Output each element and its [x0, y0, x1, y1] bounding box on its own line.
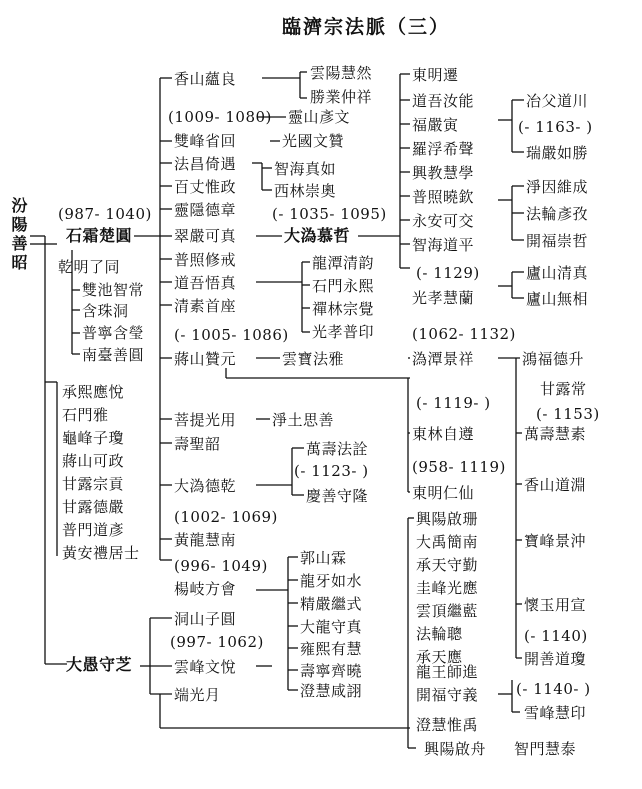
node-jiangshan-zanyuan: 蔣山贊元 — [174, 350, 237, 368]
node-qingsu-shouzuo: 清素首座 — [174, 297, 237, 315]
node-yefu-daochuan: 冶父道川 — [526, 92, 589, 110]
node-yangqi-heir-7: 澄慧咸詡 — [300, 682, 363, 700]
node-col4-g1-5: 興教慧學 — [412, 164, 475, 182]
dates-1005: (- 1005- 1086) — [174, 326, 289, 344]
node-col4-g2-4: 圭峰光應 — [416, 579, 479, 597]
node-xuefeng-huiyin: 雪峰慧印 — [524, 704, 587, 722]
node-col1-other-6: 甘露德嚴 — [62, 498, 125, 516]
dates-1123: (- 1123- ) — [294, 462, 369, 480]
dates-1140a: (- 1140) — [524, 627, 588, 645]
node-xingyang-qizhou: 興陽啟舟 — [424, 740, 487, 758]
node-baofeng-jingchong: 寶峰景沖 — [524, 532, 587, 550]
node-ganlu-chang: 甘露常 — [540, 380, 587, 398]
node-chenghui-weiyu: 澄慧惟禹 — [416, 716, 479, 734]
node-falun-yanzi: 法輪彥孜 — [526, 205, 589, 223]
node-duanguang-yue: 端光月 — [174, 686, 221, 704]
dates-1119: (- 1119- ) — [416, 394, 491, 412]
node-puzhao-xiujie: 普照修戒 — [174, 251, 237, 269]
node-col1-other-5: 甘露宗貢 — [62, 475, 125, 493]
chart-title: 臨濟宗法脈（三） — [282, 16, 451, 38]
node-col1-other-4: 蔣山可政 — [62, 452, 125, 470]
node-col4-g2-9: 開福守義 — [416, 686, 479, 704]
node-shousheng-shao: 壽聖韶 — [174, 435, 221, 453]
node-col1-other-7: 普門道彥 — [62, 521, 125, 539]
node-col4-g1-2: 道吾汝能 — [412, 92, 475, 110]
node-yunyang-huiran: 雲陽慧然 — [310, 64, 373, 82]
node-guangguo-wenzan: 光國文贊 — [282, 132, 345, 150]
node-dayu-shouzhi: 大愚守芝 — [66, 655, 133, 674]
dates-1153: (- 1153) — [536, 405, 600, 423]
node-shengye-zhongxiang: 勝業仲祥 — [310, 88, 373, 106]
node-yangqi-heir-3: 精嚴繼式 — [300, 595, 363, 613]
node-kaishan-daoqiong: 開善道瓊 — [524, 650, 587, 668]
node-qianming-heir-2: 含珠洞 — [82, 302, 129, 320]
dates-shishuang: (987- 1040) — [58, 205, 152, 223]
node-chanlin-zongjue: 禪林宗覺 — [312, 300, 375, 318]
node-cuiyan-kezhen: 翠嚴可真 — [174, 227, 237, 245]
dates-996: (996- 1049) — [174, 557, 268, 575]
node-wanshou-faquan: 萬壽法詮 — [306, 440, 369, 458]
node-yangqi-heir-4: 大龍守真 — [300, 618, 363, 636]
node-ruiyan-rusheng: 瑞嚴如勝 — [526, 144, 589, 162]
node-lushan-wuxiang: 廬山無相 — [526, 290, 589, 308]
node-puti-guangyong: 菩提光用 — [174, 411, 237, 429]
node-yangqi-heir-6: 壽寧齊曉 — [300, 662, 363, 680]
node-yangqi-heir-5: 雍熙有慧 — [300, 640, 363, 658]
node-col1-other-8: 黃安禮居士 — [62, 544, 140, 562]
node-col4-g2-3: 承天守勤 — [416, 556, 479, 574]
node-yangqi-fanghui: 楊岐方會 — [174, 580, 237, 598]
node-col4-g2-5: 雲頂繼藍 — [416, 602, 479, 620]
dates-958: (958- 1119) — [412, 458, 506, 476]
node-shishuang-chuyuan: 石霜楚圓 — [66, 226, 133, 245]
node-shuangfeng-shenghui: 雙峰省回 — [174, 132, 237, 150]
node-wanshou-huisu: 萬壽慧素 — [524, 425, 587, 443]
node-dongshan-ziyuan: 洞山子圓 — [174, 610, 237, 628]
node-jingyin-weicheng: 淨因維成 — [526, 178, 589, 196]
node-jingtu-sishan: 淨土思善 — [272, 411, 335, 429]
node-hongfu-desheng: 鴻福德升 — [522, 350, 585, 368]
node-yunfeng-wenyue: 雲峰文悅 — [174, 658, 237, 676]
dates-997: (997- 1062) — [170, 633, 264, 651]
dates-1002: (1002- 1069) — [174, 508, 278, 526]
node-huaiyu-yongxuan: 懷玉用宣 — [524, 596, 587, 614]
node-shimen-yongxi: 石門永熙 — [312, 277, 375, 295]
node-col4-g1-8: 智海道平 — [412, 236, 475, 254]
node-zhimen-huitai: 智門慧泰 — [514, 740, 577, 758]
node-dongming-renxian: 東明仁仙 — [412, 484, 475, 502]
node-lingshan-yanwen: 靈山彥文 — [288, 108, 351, 126]
node-qingshan-shoulong: 慶善守隆 — [306, 487, 369, 505]
node-yunbao-faya: 雲寶法雅 — [282, 350, 345, 368]
node-col4-g2-1: 興陽啟珊 — [416, 510, 479, 528]
node-xilin-chongao: 西林崇奧 — [274, 182, 337, 200]
node-yangqi-heir-1: 郭山霖 — [300, 549, 347, 567]
node-col4-g1-1: 東明遷 — [412, 66, 459, 84]
dates-1140b: (- 1140- ) — [516, 680, 591, 698]
node-col4-g1-7: 永安可交 — [412, 212, 475, 230]
node-col4-g1-6: 普照曉欽 — [412, 188, 475, 206]
dates-1129: (- 1129) — [416, 264, 480, 282]
node-qianming-heir-3: 普寧含瑩 — [82, 324, 145, 342]
node-col1-other-2: 石門雅 — [62, 406, 109, 424]
node-guangxiao-puyin: 光孝普印 — [312, 323, 375, 341]
node-xiangshan-daoyuan: 香山道淵 — [524, 476, 587, 494]
node-daowu-wuzhen: 道吾悟真 — [174, 274, 237, 292]
dates-1035: (- 1035- 1095) — [272, 205, 387, 223]
node-donglin-zizun: 東林自遵 — [412, 425, 475, 443]
node-dagui-muzhe: 大溈慕哲 — [284, 226, 351, 245]
node-qianming-heir-1: 雙池智常 — [82, 281, 145, 299]
node-col1-other-1: 承熙應悅 — [62, 383, 125, 401]
node-col4-g2-7: 承天應 — [416, 648, 463, 666]
dates-1163: (- 1163- ) — [518, 118, 593, 136]
node-col1-other-3: 龜峰子瓊 — [62, 429, 125, 447]
node-yangqi-heir-2: 龍牙如水 — [300, 572, 363, 590]
node-guangxiao-huilan: 光孝慧蘭 — [412, 289, 475, 307]
node-zhihai-zhenru: 智海真如 — [274, 160, 337, 178]
node-kaifu-chongzhe: 開福崇哲 — [526, 232, 589, 250]
node-lingyin-dezhang: 靈隱德章 — [174, 201, 237, 219]
node-baizhang-weizheng: 百丈惟政 — [174, 178, 237, 196]
node-col4-g2-2: 大禹簡南 — [416, 533, 479, 551]
node-weitan-jingxiang: 溈潭景祥 — [412, 350, 475, 368]
node-qianming-heir-4: 南臺善圓 — [82, 346, 145, 364]
node-col4-g2-8: 龍王師進 — [416, 663, 479, 681]
node-lushan-qingzhen: 廬山清真 — [526, 264, 589, 282]
node-fachang-yiyu: 法昌倚遇 — [174, 155, 237, 173]
dates-1009: (1009- 1080) — [168, 108, 272, 126]
dates-1062: (1062- 1132) — [412, 325, 516, 343]
node-qianming-liaotong: 乾明了同 — [58, 258, 121, 276]
node-longtan-qingyun: 龍潭清韵 — [312, 254, 375, 272]
node-col4-g1-4: 羅浮希聲 — [412, 140, 475, 158]
node-xiangshan-yunliang: 香山蘊良 — [174, 70, 237, 88]
node-huanglong-huinan: 黃龍慧南 — [174, 531, 237, 549]
node-col4-g1-3: 福嚴寅 — [412, 116, 459, 134]
root-fenyang-shanzhao: 汾陽善昭 — [11, 196, 28, 272]
node-dagui-deqian: 大溈德乾 — [174, 477, 237, 495]
node-col4-g2-6: 法輪聰 — [416, 625, 463, 643]
